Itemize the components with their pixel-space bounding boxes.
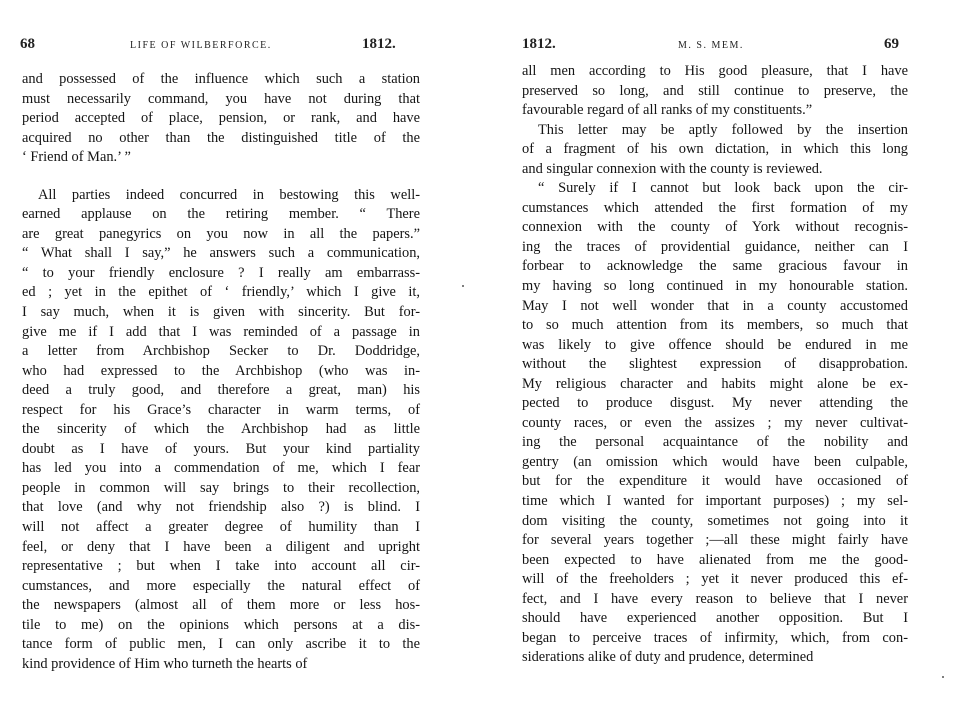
text-line: of a fragment of his own dictation, in which this long xyxy=(522,141,908,158)
text-line: dom visiting the county, sometimes not going into it xyxy=(522,512,908,529)
right-page-body xyxy=(522,62,908,668)
text-line: began to perceive traces of infirmity, which, from con- xyxy=(522,629,908,646)
left-year: 1812. xyxy=(362,36,396,52)
text-line: “ Surely if I cannot but look back upon the cir- xyxy=(538,180,908,197)
right-year: 1812. xyxy=(522,36,556,52)
text-line: fect, and I have every reason to believe that I never xyxy=(522,590,908,607)
text-line: siderations alike of duty and prudence, determined xyxy=(522,649,814,666)
text-line: All parties indeed concurred in bestowing this well- xyxy=(38,186,420,203)
text-line: the newspapers (almost all of them more or less hos- xyxy=(22,597,420,614)
scan-speck xyxy=(942,676,944,678)
right-page-number: 69 xyxy=(884,36,899,52)
text-line: representative ; but when I take into account all cir- xyxy=(22,558,420,575)
text-line: was likely to give offence should be endured in me xyxy=(522,336,908,353)
text-line: county races, or even the assizes ; my never cultivat- xyxy=(522,414,908,431)
text-line: period accepted of place, pension, or rank, and have xyxy=(22,110,420,127)
text-line: preserved so long, and still continue to preserve, the xyxy=(522,82,908,99)
text-line: pected to produce disgust. My never attending the xyxy=(522,395,908,412)
text-line: favourable regard of all ranks of my constituents.” xyxy=(522,102,813,119)
text-line: forbear to acknowledge the same gracious favour in xyxy=(522,258,908,275)
text-line: “ to your friendly enclosure ? I really am embarrass- xyxy=(22,264,420,281)
text-line: and singular connexion with the county is reviewed. xyxy=(522,160,823,177)
text-line: deed a truly good, and therefore a great, man) his xyxy=(22,382,420,399)
text-line: gentry (an omission which would have been culpable, xyxy=(522,453,908,470)
left-page-number: 68 xyxy=(20,36,35,52)
text-line: give me if I add that I was reminded of a passage in xyxy=(22,323,420,340)
text-line: my having so long continued in my honourable station. xyxy=(522,278,908,295)
text-line: connexion with the county of York without recognis- xyxy=(522,219,908,236)
right-page xyxy=(490,0,980,705)
text-line: tance form of public men, I can only ascribe it to the xyxy=(22,636,420,653)
text-line: cumstances which attended the first formation of my xyxy=(522,199,908,216)
text-line: all men according to His good pleasure, that I have xyxy=(522,63,908,79)
text-line: feel, or deny that I have been a diligent and upright xyxy=(22,538,420,555)
text-line: time which I wanted for important purposes) ; my sel- xyxy=(522,493,908,510)
text-line: without the slightest expression of disapprobation. xyxy=(522,356,908,373)
text-line: doubt as I have of yours. But your kind partiality xyxy=(22,440,420,457)
text-line: been expected to have alienated from me the good- xyxy=(522,551,908,568)
text-line: kind providence of Him who turneth the hearts of xyxy=(22,655,308,672)
left-page-body xyxy=(22,70,420,674)
text-line: My religious character and habits might alone be ex- xyxy=(522,375,908,392)
text-line: are great panegyrics on you now in all the papers.” xyxy=(22,225,420,242)
text-line: must necessarily command, you have not during that xyxy=(22,90,420,107)
text-line: the sincerity of which the Archbishop had as little xyxy=(22,421,420,438)
text-line: ‘ Friend of Man.’ ” xyxy=(22,149,131,166)
text-line: cumstances, and more especially the natural effect of xyxy=(22,577,420,594)
scan-speck xyxy=(462,285,464,287)
text-line: I say much, when it is given with sincerity. But for- xyxy=(22,304,420,321)
text-line: ing the personal acquaintance of the nobility and xyxy=(522,434,908,451)
text-line: and possessed of the influence which such a station xyxy=(22,71,420,87)
text-line: will not affect a greater degree of humility than I xyxy=(22,519,420,536)
text-line: but for the expenditure it would have occasioned of xyxy=(522,473,908,490)
left-page xyxy=(0,0,450,705)
text-line: should have experienced another opposition. But I xyxy=(522,610,908,627)
text-line: ing the traces of providential guidance, neither can I xyxy=(522,238,908,255)
text-line: will of the freeholders ; yet it never produced this ef- xyxy=(522,571,908,588)
text-line: has led you into a commendation of me, which I fear xyxy=(22,460,420,477)
text-line: that love (and why not friendship also ?) is blind. I xyxy=(22,499,420,516)
text-line: “ What shall I say,” he answers such a communication, xyxy=(22,245,420,262)
text-line: acquired no other than the distinguished title of the xyxy=(22,129,420,146)
text-line: people in common will say brings to their recollection, xyxy=(22,479,420,496)
text-line: May I not well wonder that in a county accustomed xyxy=(522,297,908,314)
right-running-title-wrap xyxy=(678,36,744,53)
text-line: who had expressed to the Archbishop (who was in- xyxy=(22,362,420,379)
text-line: to so much attention from its members, so much that xyxy=(522,317,908,334)
text-line: earned applause on the retiring member. “ There xyxy=(22,206,420,223)
left-running-title-wrap xyxy=(130,36,272,53)
left-running-title: LIFE OF WILBERFORCE. xyxy=(130,40,272,51)
right-running-title: M. S. MEM. xyxy=(678,40,744,51)
text-line: ed ; yet in the epithet of ‘ friendly,’ which I give it, xyxy=(22,284,420,301)
text-line: tile to me) on the opinions which persons at a dis- xyxy=(22,616,420,633)
text-line: respect for his Grace’s character in warm terms, of xyxy=(22,401,420,418)
text-line: a letter from Archbishop Secker to Dr. Doddridge, xyxy=(22,343,420,360)
text-line: for several years together ;—all these might fairly have xyxy=(522,532,908,549)
text-line: This letter may be aptly followed by the insertion xyxy=(538,121,908,138)
